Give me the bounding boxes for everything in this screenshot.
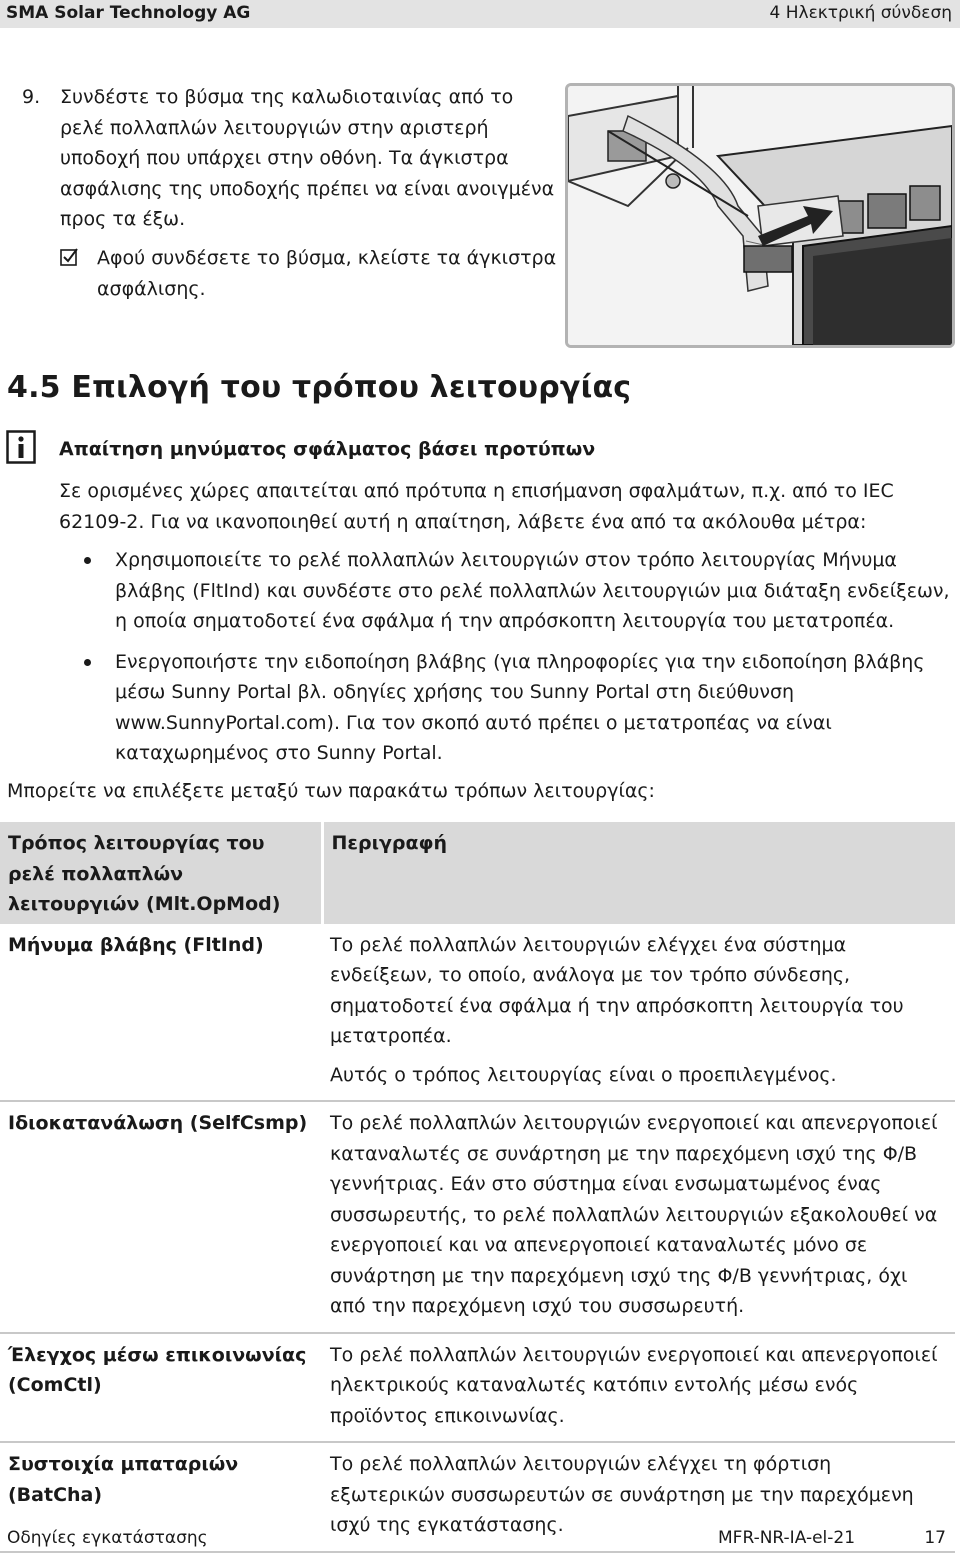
list-item xyxy=(80,545,950,637)
footer-doc-code: MFR-NR-IA-el-21 xyxy=(718,1528,856,1548)
description-text: Το ρελέ πολλαπλών λειτουργιών ενεργοποιεί και απενεργοποιεί καταναλωτές σε συνάρτηση με την παρεχόμενη ισχύ της Φ/Β γεννήτριας. Εάν στο σύστημα είναι ενσωματωμένος ένας συσσωρευτής, το ρελέ πολλαπλών λειτουργιών εξακολουθεί να ενεργοποιεί και να απενεργοποιεί καταναλωτές μόνο σε συνάρτηση με την παρεχόμενη ισχύ της Φ/Β γεννήτριας, όχι από την παρεχόμενη ισχύ του συσσωρευτή. xyxy=(330,1112,938,1317)
bullet-text: Χρησιμοποιείτε το ρελέ πολλαπλών λειτουργιών στον τρόπο λειτουργίας Μήνυμα βλάβης (FltInd) και συνδέστε στο ρελέ πολλαπλών λειτουργιών μια διάταξη ενδείξεων, η οποία σηματοδοτεί ένα σφάλμα ή την απρόσκοπτη λειτουργία του μετατροπέα. xyxy=(115,549,950,632)
footer-doc-type: Οδηγίες εγκατάστασης xyxy=(7,1528,208,1548)
mode-name: Συστοιχία μπαταριών (BatCha) xyxy=(0,1442,322,1552)
ribbon-cable-connector-drawing xyxy=(568,86,952,345)
step-number: 9. xyxy=(22,86,41,108)
description-text: Το ρελέ πολλαπλών λειτουργιών ελέγχει ένα σύστημα ενδείξεων, το οποίο, ανάλογα με τον τρόπο σύνδεσης, σηματοδοτεί ένα σφάλμα ή την απρόσκοπτη λειτουργία του μετατροπέα. xyxy=(330,933,904,1047)
description-note: Αυτός ο τρόπος λειτουργίας είναι ο προεπιλεγμένος. xyxy=(330,1063,837,1086)
info-icon xyxy=(6,430,36,464)
table-row xyxy=(0,1333,955,1443)
mode-description xyxy=(322,1442,955,1552)
result-line-2: ασφάλισης. xyxy=(97,277,206,300)
list-item xyxy=(80,647,950,769)
modes-intro: Μπορείτε να επιλέξετε μεταξύ των παρακάτω τρόπων λειτουργίας: xyxy=(7,780,655,802)
step-result xyxy=(60,243,560,304)
mode-name: Έλεγχος μέσω επικοινωνίας (ComCtl) xyxy=(0,1333,322,1443)
bullet-icon xyxy=(84,557,91,564)
column-header-description: Περιγραφή xyxy=(322,822,955,924)
column-header-mode: Τρόπος λειτουργίας του ρελέ πολλαπλών λειτουργιών (Mlt.OpMod) xyxy=(0,822,322,924)
step-9 xyxy=(22,82,557,235)
table-header-row xyxy=(0,822,955,924)
chapter-title: 4 Ηλεκτρική σύνδεση xyxy=(769,3,952,23)
table-row xyxy=(0,924,955,1102)
bullet-text: Ενεργοποιήστε την ειδοποίηση βλάβης (για πληροφορίες για την ειδοποίηση βλάβης μέσω Sunny Portal βλ. οδηγίες χρήσης του Sunny Portal στη διεύθυνση www.SunnyPortal.com). Για τον σκοπό αυτό πρέπει ο μετατροπέας να είναι καταχωρημένος στο Sunny Portal. xyxy=(115,650,925,764)
connector-illustration xyxy=(565,83,955,348)
section-title: 4.5 Επιλογή του τρόπου λειτουργίας xyxy=(7,370,632,405)
description-text: Το ρελέ πολλαπλών λειτουργιών ελέγχει τη φόρτιση εξωτερικών συσσωρευτών σε συνάρτηση με την παρεχόμενη ισχύ της εγκατάστασης. xyxy=(330,1453,914,1536)
mode-description xyxy=(322,924,955,1102)
step-text: Συνδέστε το βύσμα της καλωδιοταινίας από το ρελέ πολλαπλών λειτουργιών στην αριστερή υποδοχή που υπάρχει στην οθόνη. Τα άγκιστρα ασφάλισης της υποδοχής πρέπει να είναι ανοιγμένα προς τα έξω. xyxy=(60,86,555,230)
company-name: SMA Solar Technology AG xyxy=(6,3,251,23)
checkmark-box-icon xyxy=(60,248,79,267)
mode-name: Μήνυμα βλάβης (FltInd) xyxy=(0,924,322,1102)
note-bullet-list xyxy=(80,545,950,779)
mode-description xyxy=(322,1101,955,1333)
mode-description xyxy=(322,1333,955,1443)
operating-modes-table xyxy=(0,822,955,1553)
note-title: Απαίτηση μηνύματος σφάλματος βάσει προτύπων xyxy=(59,438,596,460)
bullet-icon xyxy=(84,659,91,666)
description-text: Το ρελέ πολλαπλών λειτουργιών ενεργοποιεί και απενεργοποιεί ηλεκτρικούς καταναλωτές κατόπιν εντολής μέσω ενός προϊόντος επικοινωνίας. xyxy=(330,1343,938,1427)
mode-name: Ιδιοκατανάλωση (SelfCsmp) xyxy=(0,1101,322,1333)
page-header xyxy=(0,0,960,28)
result-line-1: Αφού συνδέσετε το βύσμα, κλείστε τα άγκιστρα xyxy=(97,247,557,269)
table-row xyxy=(0,1101,955,1333)
note-body: Σε ορισμένες χώρες απαιτείται από πρότυπα η επισήμανση σφαλμάτων, π.χ. από το IEC 62109-2. Για να ικανοποιηθεί αυτή η απαίτηση, λάβετε ένα από τα ακόλουθα μέτρα: xyxy=(59,480,894,533)
footer-page-number: 17 xyxy=(924,1528,946,1548)
